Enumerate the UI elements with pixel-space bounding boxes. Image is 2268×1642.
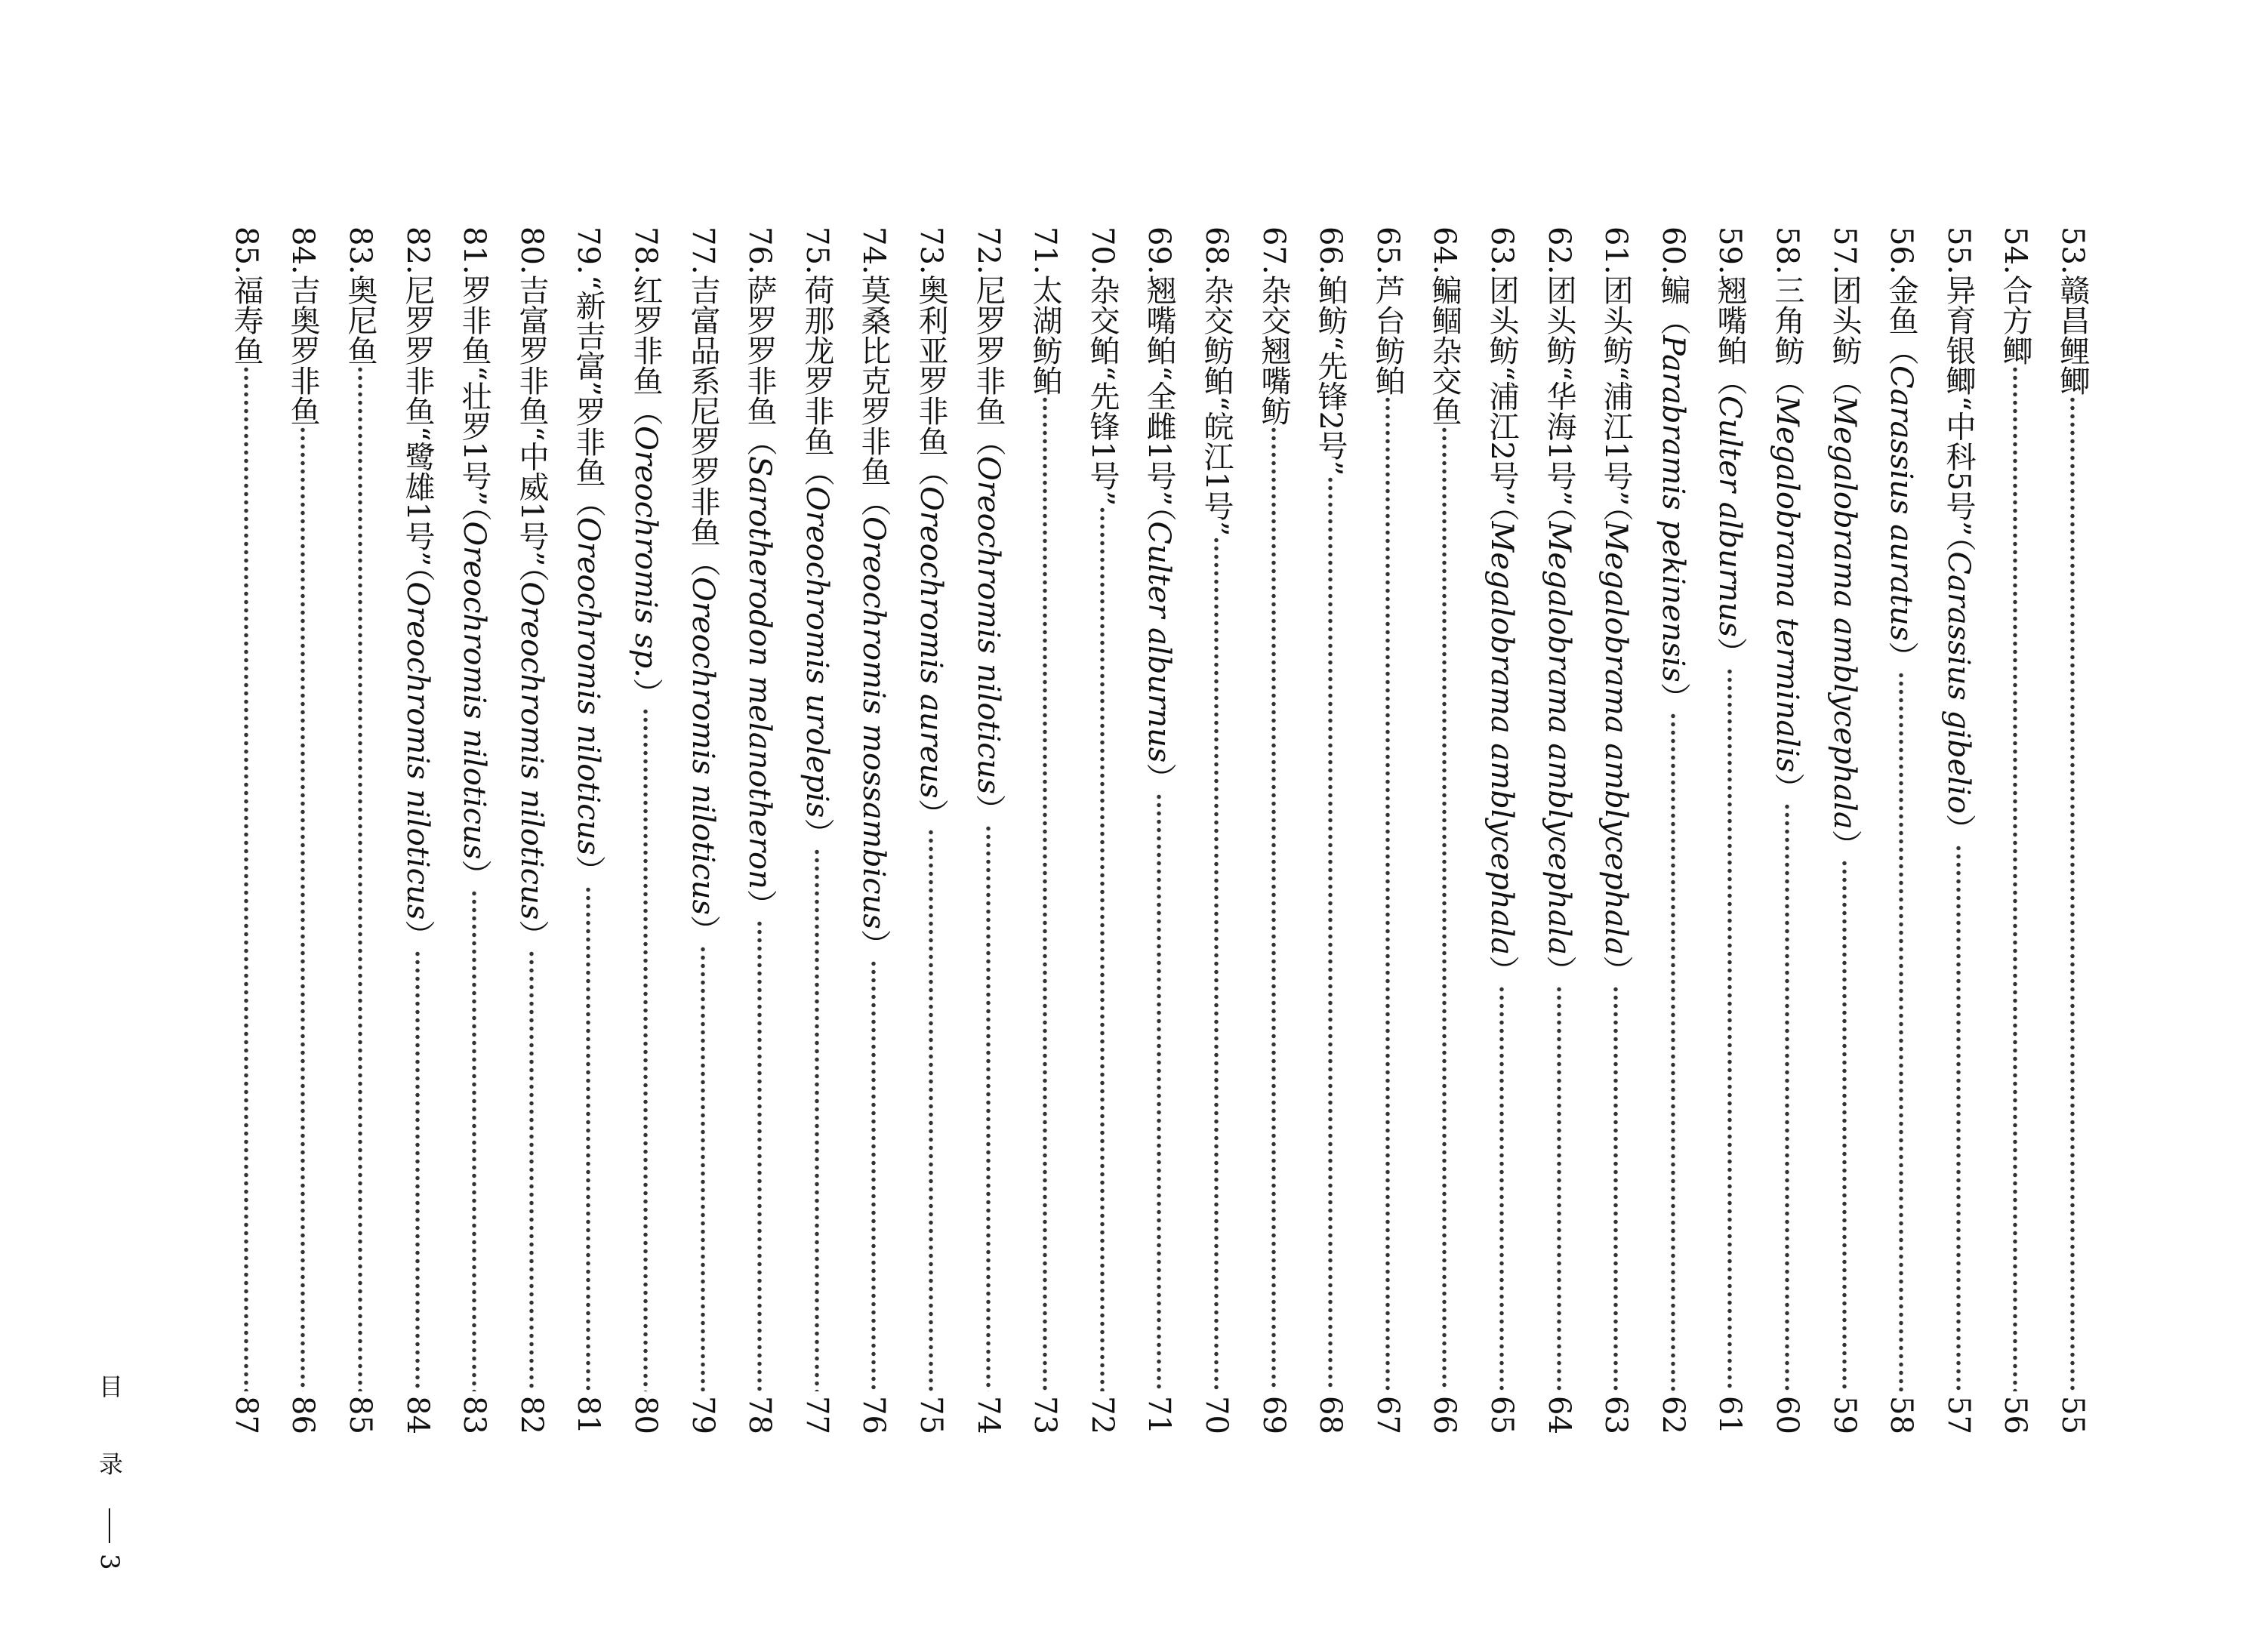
toc-entry[interactable] [279, 226, 326, 1434]
toc-entry[interactable] [1193, 226, 1240, 1434]
entry-name: 杂交鲂鲌“皖江1号” [1199, 274, 1234, 536]
entry-name: 翘嘴鲌“全雌1号” [1142, 274, 1176, 506]
entry-page-number: 77 [800, 1396, 834, 1434]
scientific-name: Culter alburnus [1712, 395, 1747, 637]
toc-entry[interactable] [451, 226, 498, 1434]
scientific-name: Megalobrama amblycephala [1827, 395, 1862, 830]
dot-leader [795, 848, 839, 1391]
toc-entry[interactable] [1536, 226, 1582, 1434]
entry-page-number: 59 [1827, 1396, 1862, 1434]
scientific-name: Oreochromis niloticus [400, 581, 435, 920]
toc-entry[interactable] [223, 226, 270, 1434]
paren-close: ） [686, 914, 720, 945]
entry-number: 80. [514, 226, 549, 275]
paren-close: ） [400, 919, 435, 950]
dot-leader [1823, 859, 1866, 1391]
dot-leader [1937, 844, 1980, 1391]
paren-close: ） [800, 817, 834, 848]
entry-page-number: 78 [742, 1396, 777, 1434]
toc-entry[interactable] [2049, 226, 2096, 1434]
entry-title [793, 275, 840, 848]
scientific-name: Oreochromis mossambicus [856, 516, 891, 929]
entry-page-number: 56 [1998, 1396, 2032, 1434]
entry-page-number: 60 [1770, 1396, 1804, 1434]
entry-number: 81. [457, 226, 492, 275]
entry-name: 杂交翘嘴鲂 [1256, 274, 1291, 426]
entry-title [451, 275, 498, 889]
toc-entry[interactable] [736, 226, 783, 1434]
dot-leader [1137, 793, 1181, 1391]
entry-number: 72. [971, 226, 1006, 275]
dot-leader [1651, 712, 1695, 1391]
entry-page-number: 68 [1313, 1396, 1348, 1434]
entry-number: 84. [285, 226, 320, 275]
dot-leader [1537, 985, 1581, 1391]
entry-title [1421, 275, 1468, 426]
entry-number: 67. [1256, 226, 1291, 275]
scientific-name: Parabramis pekinensis [1656, 334, 1690, 682]
scientific-name: Culter alburnus [1142, 520, 1176, 762]
paren-open: （ [1598, 505, 1633, 521]
entry-page-number: 72 [1085, 1396, 1120, 1434]
dot-leader [2051, 396, 2094, 1391]
section-label: 目 录 [95, 1374, 124, 1499]
entry-page-number: 73 [1028, 1396, 1062, 1434]
entry-number: 73. [914, 226, 948, 275]
entry-name: 鲌鲂“先锋2号” [1313, 274, 1348, 476]
entry-name: 异育银鲫“中科5号” [1941, 274, 1976, 536]
entry-page-number: 79 [686, 1396, 720, 1434]
entry-page-number: 57 [1941, 1396, 1976, 1434]
entry-number: 69. [1142, 226, 1176, 275]
toc-entry[interactable] [337, 226, 384, 1434]
dot-leader [1422, 426, 1466, 1391]
scientific-name: Sarotherodon melanotheron [742, 455, 777, 889]
entry-number: 78. [628, 226, 663, 275]
entry-number: 56. [1884, 226, 1918, 275]
entry-page-number: 75 [914, 1396, 948, 1434]
dot-leader [909, 828, 953, 1391]
scientific-name: Oreochromis niloticus [686, 576, 720, 915]
entry-name: 杂交鲌“先锋1号” [1085, 274, 1120, 506]
dot-leader [1993, 365, 2037, 1391]
entry-page-number: 62 [1656, 1396, 1690, 1434]
paren-close: ） [1884, 640, 1918, 671]
paren-close: ） [1827, 829, 1862, 860]
entry-page-number: 58 [1884, 1396, 1918, 1434]
entry-title [679, 275, 726, 945]
entry-title [622, 275, 669, 708]
scientific-name: Megalobrama amblycephala [1484, 520, 1519, 955]
dot-leader [396, 950, 439, 1391]
scientific-name: Oreochromis niloticus [457, 520, 492, 859]
paren-open: （ [1827, 365, 1862, 396]
entry-title [1079, 275, 1126, 506]
toc-entry[interactable] [394, 226, 441, 1434]
scientific-name: Carassius auratus [1884, 365, 1918, 641]
toc-entry[interactable] [1307, 226, 1354, 1434]
entry-title [1592, 275, 1639, 985]
entry-title [279, 275, 326, 426]
toc-entry[interactable] [508, 226, 555, 1434]
paren-open: （ [1941, 535, 1976, 551]
entry-number: 82. [400, 226, 435, 275]
entry-number: 77. [686, 226, 720, 275]
entry-title [908, 275, 954, 829]
entry-number: 75. [800, 226, 834, 275]
dot-leader [1023, 396, 1067, 1391]
dot-leader [1308, 476, 1352, 1391]
toc-entry[interactable] [908, 226, 954, 1434]
entry-number: 53. [2055, 226, 2090, 275]
entry-name: 太湖鲂鲌 [1028, 274, 1062, 396]
entry-page-number: 87 [229, 1396, 263, 1434]
entry-title [1878, 275, 1924, 671]
paren-open: （ [856, 485, 891, 516]
entry-name: 赣昌鲤鲫 [2055, 274, 2090, 396]
dot-leader [681, 945, 725, 1391]
scientific-name: Megalobrama amblycephala [1598, 520, 1633, 955]
entry-number: 57. [1827, 226, 1862, 275]
dot-leader [1080, 506, 1124, 1391]
entry-title [1136, 275, 1182, 793]
entry-page-number: 71 [1142, 1396, 1176, 1434]
entry-page-number: 67 [1370, 1396, 1405, 1434]
entry-name: 鳊 [1656, 274, 1690, 305]
entry-name: 团头鲂“华海1号” [1542, 274, 1576, 506]
dot-leader [1594, 985, 1638, 1391]
dot-leader [224, 365, 268, 1391]
entry-number: 83. [343, 226, 377, 275]
paren-open: （ [1884, 334, 1918, 365]
toc-entry[interactable] [1421, 226, 1468, 1434]
entry-title [565, 275, 612, 886]
entry-title [394, 275, 441, 950]
toc-entry[interactable] [1706, 226, 1753, 1434]
entry-name: 团头鲂“浦江1号” [1598, 274, 1633, 506]
entry-title [1764, 275, 1810, 803]
entry-title [1307, 275, 1354, 476]
dot-leader [1708, 667, 1752, 1392]
paren-open: （ [971, 425, 1006, 456]
entry-page-number: 64 [1542, 1396, 1576, 1434]
dot-leader [452, 889, 496, 1391]
entry-title [1935, 275, 1982, 844]
scientific-name: Megalobrama terminalis [1770, 395, 1804, 772]
entry-title [2049, 275, 2096, 396]
toc-entry[interactable] [1250, 226, 1297, 1434]
entry-name: 芦台鲂鲌 [1370, 274, 1405, 396]
entry-page-number: 61 [1712, 1396, 1747, 1434]
entry-number: 79. [571, 226, 606, 275]
entry-number: 68. [1199, 226, 1234, 275]
entry-title [1706, 275, 1753, 667]
entry-name: 团头鲂“浦江2号” [1484, 274, 1519, 506]
entry-title [1650, 275, 1696, 713]
entry-page-number: 66 [1427, 1396, 1462, 1434]
dot-leader [1480, 985, 1524, 1391]
toc-entry[interactable] [1650, 226, 1696, 1434]
paren-open: （ [628, 395, 663, 426]
dot-leader [510, 950, 553, 1391]
entry-number: 55. [1941, 226, 1976, 275]
entry-title [1992, 275, 2038, 365]
scientific-name: Oreochromis urolepis [800, 485, 834, 818]
entry-title [965, 275, 1012, 824]
entry-name: 红罗非鱼 [628, 274, 663, 396]
scientific-name: Carassius gibelio [1941, 550, 1976, 814]
entry-name: “新吉富”罗非鱼 [571, 274, 606, 487]
entry-name: 荷那龙罗非鱼 [800, 274, 834, 456]
paren-close: ） [742, 889, 777, 920]
entry-name: 莫桑比克罗非鱼 [856, 274, 891, 486]
entry-number: 71. [1028, 226, 1062, 275]
entry-title [337, 275, 384, 365]
toc-entry[interactable] [1022, 226, 1068, 1434]
entry-page-number: 86 [285, 1396, 320, 1434]
entry-page-number: 65 [1484, 1396, 1519, 1434]
entry-name: 尼罗罗非鱼 [971, 274, 1006, 426]
entry-page-number: 69 [1256, 1396, 1291, 1434]
toc-entry[interactable] [622, 226, 669, 1434]
entry-number: 70. [1085, 226, 1120, 275]
dot-leader [1194, 536, 1238, 1391]
paren-open: （ [457, 505, 492, 521]
dot-leader [566, 886, 610, 1392]
entry-name: 吉富品系尼罗罗非鱼 [686, 274, 720, 547]
entry-name: 福寿鱼 [229, 274, 263, 365]
dot-leader [624, 707, 667, 1391]
entry-page-number: 81 [571, 1396, 606, 1434]
paren-open: （ [686, 546, 720, 577]
entry-title [1022, 275, 1068, 396]
entry-name: 鳊鲴杂交鱼 [1427, 274, 1462, 426]
paren-open: （ [742, 425, 777, 456]
entry-number: 62. [1542, 226, 1576, 275]
paren-open: （ [1712, 365, 1747, 396]
entry-number: 63. [1484, 226, 1519, 275]
entry-name: 三角鲂 [1770, 274, 1804, 365]
toc-entry[interactable] [1878, 226, 1924, 1434]
entry-name: 合方鲫 [1998, 274, 2032, 365]
paren-close: ） [1712, 636, 1747, 667]
paren-open: （ [1142, 505, 1176, 521]
entry-title [1821, 275, 1868, 860]
entry-page-number: 76 [856, 1396, 891, 1434]
entry-page-number: 74 [971, 1396, 1006, 1434]
dot-leader [1366, 396, 1410, 1391]
entry-page-number: 82 [514, 1396, 549, 1434]
paren-open: （ [800, 455, 834, 486]
paren-close: ） [514, 919, 549, 950]
entry-page-number: 63 [1598, 1396, 1633, 1434]
entry-number: 54. [1998, 226, 2032, 275]
footer-divider [109, 1508, 110, 1543]
entry-number: 60. [1656, 226, 1690, 275]
toc-entry[interactable] [565, 226, 612, 1434]
toc-entry[interactable] [965, 226, 1012, 1434]
paren-open: （ [514, 565, 549, 581]
dot-leader [281, 426, 325, 1391]
toc-entry[interactable] [850, 226, 897, 1434]
entry-page-number: 55 [2055, 1396, 2090, 1434]
paren-close: ） [856, 929, 891, 960]
entry-name: 奥尼鱼 [343, 274, 377, 365]
toc-entry[interactable] [1992, 226, 2038, 1434]
scientific-name: Oreochromis niloticus [571, 516, 606, 855]
entry-name: 罗非鱼“壮罗1号” [457, 274, 492, 506]
paren-close: ） [1484, 954, 1519, 985]
scientific-name: Oreochromis niloticus [971, 455, 1006, 794]
entry-title [1193, 275, 1240, 536]
entry-page-number: 85 [343, 1396, 377, 1434]
paren-close: ） [1941, 813, 1976, 844]
paren-close: ） [1142, 762, 1176, 793]
entry-title [1536, 275, 1582, 985]
toc-entry[interactable] [679, 226, 726, 1434]
entry-number: 85. [229, 226, 263, 275]
paren-close: ） [571, 855, 606, 886]
paren-close: ） [628, 677, 663, 708]
paren-close: ） [457, 858, 492, 889]
entry-title [1478, 275, 1525, 985]
entry-title [736, 275, 783, 920]
toc-entry[interactable] [1821, 226, 1868, 1434]
entry-title [223, 275, 270, 365]
entry-page-number: 70 [1199, 1396, 1234, 1434]
entry-page-number: 84 [400, 1396, 435, 1434]
entry-number: 65. [1370, 226, 1405, 275]
toc-entry[interactable] [793, 226, 840, 1434]
entry-name: 翘嘴鲌 [1712, 274, 1747, 365]
dot-leader [1879, 671, 1923, 1391]
paren-open: （ [1770, 365, 1804, 396]
toc-entry[interactable] [1592, 226, 1639, 1434]
entry-title [508, 275, 555, 950]
paren-close: ） [1770, 772, 1804, 803]
entry-name: 尼罗罗非鱼“鹭雄1号” [400, 274, 435, 566]
entry-page-number: 83 [457, 1396, 492, 1434]
paren-close: ） [971, 793, 1006, 824]
dot-leader [852, 960, 895, 1392]
scientific-name: Oreochromis sp. [628, 425, 663, 678]
entry-name: 萨罗罗非鱼 [742, 274, 777, 426]
scientific-name: Oreochromis niloticus [514, 581, 549, 920]
toc-entry[interactable] [1079, 226, 1126, 1434]
scientific-name: Oreochromis aureus [914, 485, 948, 799]
entry-name: 奥利亚罗非鱼 [914, 274, 948, 456]
entry-name: 吉富罗非鱼“中威1号” [514, 274, 549, 566]
dot-leader [738, 920, 781, 1392]
entry-number: 64. [1427, 226, 1462, 275]
toc-entry[interactable] [1764, 226, 1810, 1434]
page-number: 3 [94, 1554, 125, 1570]
entry-number: 58. [1770, 226, 1804, 275]
entry-number: 76. [742, 226, 777, 275]
entry-number: 61. [1598, 226, 1633, 275]
dot-leader [966, 824, 1010, 1391]
entry-number: 59. [1712, 226, 1747, 275]
entry-number: 66. [1313, 226, 1348, 275]
entry-number: 74. [856, 226, 891, 275]
paren-open: （ [400, 565, 435, 581]
toc-entry[interactable] [1364, 226, 1411, 1434]
entry-page-number: 80 [628, 1396, 663, 1434]
paren-open: （ [1656, 304, 1690, 335]
entry-title [1364, 275, 1411, 396]
paren-close: ） [1656, 682, 1690, 713]
paren-open: （ [571, 486, 606, 517]
toc-entry[interactable] [1136, 226, 1182, 1434]
toc-entry[interactable] [1935, 226, 1982, 1434]
entry-title [1250, 275, 1297, 426]
paren-open: （ [1542, 505, 1576, 521]
scientific-name: Megalobrama amblycephala [1542, 520, 1576, 955]
page-footer [92, 1374, 127, 1570]
paren-open: （ [914, 455, 948, 486]
paren-close: ） [914, 798, 948, 829]
entry-name: 吉奥罗非鱼 [285, 274, 320, 426]
dot-leader [338, 365, 382, 1391]
dot-leader [1765, 803, 1809, 1391]
entry-title [850, 275, 897, 960]
paren-close: ） [1542, 954, 1576, 985]
toc-entry[interactable] [1478, 226, 1525, 1434]
entry-name: 团头鲂 [1827, 274, 1862, 365]
entry-name: 金鱼 [1884, 274, 1918, 335]
paren-close: ） [1598, 954, 1633, 985]
dot-leader [1252, 426, 1296, 1391]
paren-open: （ [1484, 505, 1519, 521]
